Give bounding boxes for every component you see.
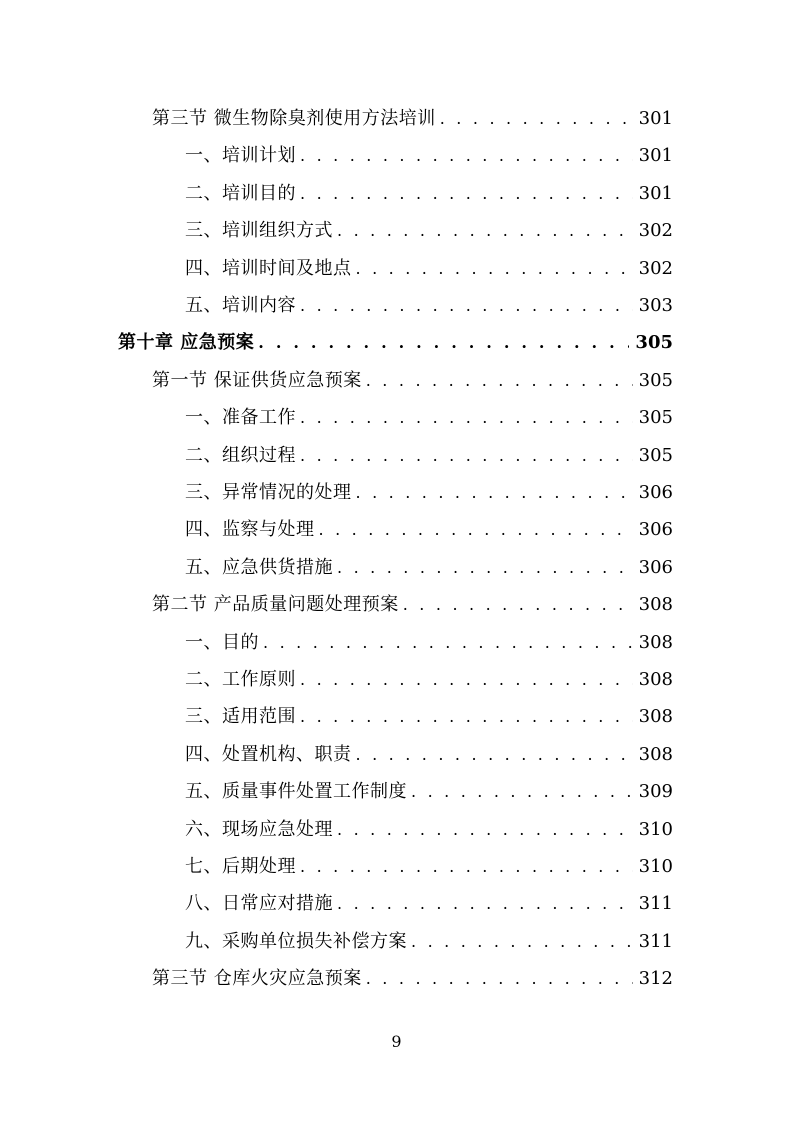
toc-entry-label: 第三节 微生物除臭剂使用方法培训 — [152, 108, 436, 129]
toc-entry-page: 301 — [638, 182, 673, 204]
toc-entry[interactable] — [185, 212, 673, 249]
toc-entry[interactable] — [185, 661, 673, 698]
toc-entry-label: 三、培训组织方式 — [185, 220, 333, 242]
leader-dots — [356, 250, 633, 287]
toc-entry-label: 四、监察与处理 — [185, 519, 315, 541]
leader-dots — [300, 661, 633, 698]
toc-entry-page: 312 — [638, 968, 673, 990]
toc-entry[interactable] — [152, 586, 673, 623]
leader-dots — [411, 923, 633, 960]
toc-entry-page: 302 — [638, 257, 673, 279]
toc-entry[interactable] — [185, 399, 673, 436]
leader-dots — [300, 399, 633, 436]
toc-entry-page: 308 — [638, 631, 673, 653]
leader-dots — [300, 175, 633, 212]
toc-entry-page: 310 — [638, 818, 673, 840]
toc-entry-page: 305 — [638, 407, 673, 429]
toc-entry-label: 二、培训目的 — [185, 182, 296, 204]
toc-entry-label: 六、现场应急处理 — [185, 818, 333, 840]
leader-dots — [337, 885, 633, 922]
toc-entry-page: 301 — [638, 108, 673, 129]
toc-entry[interactable] — [185, 175, 673, 212]
toc-entry-page: 306 — [638, 556, 673, 578]
leader-dots — [300, 698, 633, 735]
toc-entry[interactable] — [185, 549, 673, 586]
toc-entry[interactable] — [185, 923, 673, 960]
toc-entry-label: 第三节 仓库火灾应急预案 — [152, 968, 362, 990]
page-number: 9 — [391, 1032, 402, 1051]
leader-dots — [319, 511, 633, 548]
toc-entry-page: 302 — [638, 220, 673, 242]
leader-dots — [440, 100, 633, 137]
toc-entry[interactable] — [185, 287, 673, 324]
toc-entry-label: 九、采购单位损失补偿方案 — [185, 930, 407, 952]
leader-dots — [337, 212, 633, 249]
toc-entry[interactable] — [185, 885, 673, 922]
toc-entry-label: 三、异常情况的处理 — [185, 482, 352, 503]
toc-entry-label: 八、日常应对措施 — [185, 893, 333, 915]
toc-entry[interactable] — [185, 736, 673, 773]
leader-dots — [366, 960, 633, 997]
leader-dots — [366, 362, 633, 399]
toc-entry[interactable] — [185, 848, 673, 885]
toc-entry[interactable] — [185, 437, 673, 474]
leader-dots — [300, 137, 633, 174]
toc-entry-page: 301 — [638, 145, 673, 167]
toc-entry-label: 五、培训内容 — [185, 295, 296, 316]
leader-dots — [356, 736, 633, 773]
toc-entry-page: 306 — [638, 519, 673, 541]
leader-dots — [403, 586, 633, 623]
toc-entry[interactable] — [152, 362, 673, 399]
toc-entry-page: 305 — [638, 444, 673, 466]
toc-entry-label: 三、适用范围 — [185, 706, 296, 728]
toc-entry-page: 308 — [638, 743, 673, 765]
toc-entry[interactable] — [152, 960, 673, 997]
toc-entry-label: 七、后期处理 — [185, 856, 296, 877]
toc-entry[interactable] — [185, 773, 673, 810]
toc-entry-label: 一、培训计划 — [185, 145, 296, 167]
toc-entry-label: 二、工作原则 — [185, 669, 296, 690]
toc-entry-page: 306 — [638, 482, 673, 503]
leader-dots — [356, 474, 633, 511]
toc-entry[interactable] — [152, 100, 673, 137]
toc-entry-page: 303 — [638, 295, 673, 316]
toc-entry[interactable] — [185, 250, 673, 287]
toc-entry-page: 308 — [638, 706, 673, 728]
toc-entry[interactable] — [185, 137, 673, 174]
toc-entry-page: 305 — [638, 369, 673, 391]
toc-entry[interactable] — [185, 511, 673, 548]
toc-entry[interactable] — [185, 624, 673, 661]
toc-entry[interactable] — [185, 811, 673, 848]
toc-entry-page: 311 — [638, 930, 673, 952]
toc-entry-label: 一、目的 — [185, 631, 259, 653]
toc-entry-label: 四、培训时间及地点 — [185, 257, 352, 279]
toc-entry-label: 第二节 产品质量问题处理预案 — [152, 594, 399, 616]
leader-dots — [263, 624, 633, 661]
leader-dots — [300, 287, 633, 324]
toc-entry-label: 第一节 保证供货应急预案 — [152, 369, 362, 391]
toc-entry-page: 311 — [638, 893, 673, 915]
toc-entry-page: 308 — [638, 669, 673, 690]
toc-entry-label: 五、应急供货措施 — [185, 556, 333, 578]
toc-entry[interactable] — [185, 698, 673, 735]
toc-entry-page: 305 — [635, 332, 673, 354]
toc-entry[interactable] — [118, 324, 673, 361]
toc-entry-label: 四、处置机构、职责 — [185, 743, 352, 765]
toc-entry-label: 二、组织过程 — [185, 444, 296, 466]
leader-dots — [411, 773, 633, 810]
toc-entry-page: 310 — [638, 856, 673, 877]
toc-entry-label: 一、准备工作 — [185, 407, 296, 429]
toc-entry[interactable] — [185, 474, 673, 511]
leader-dots — [337, 549, 633, 586]
leader-dots — [300, 437, 633, 474]
toc-entry-page: 309 — [638, 781, 673, 803]
leader-dots — [258, 324, 629, 361]
leader-dots — [300, 848, 633, 885]
toc-entry-label: 第十章 应急预案 — [118, 332, 255, 354]
toc-entry-page: 308 — [638, 594, 673, 616]
toc-entry-label: 五、质量事件处置工作制度 — [185, 781, 407, 803]
leader-dots — [337, 811, 633, 848]
